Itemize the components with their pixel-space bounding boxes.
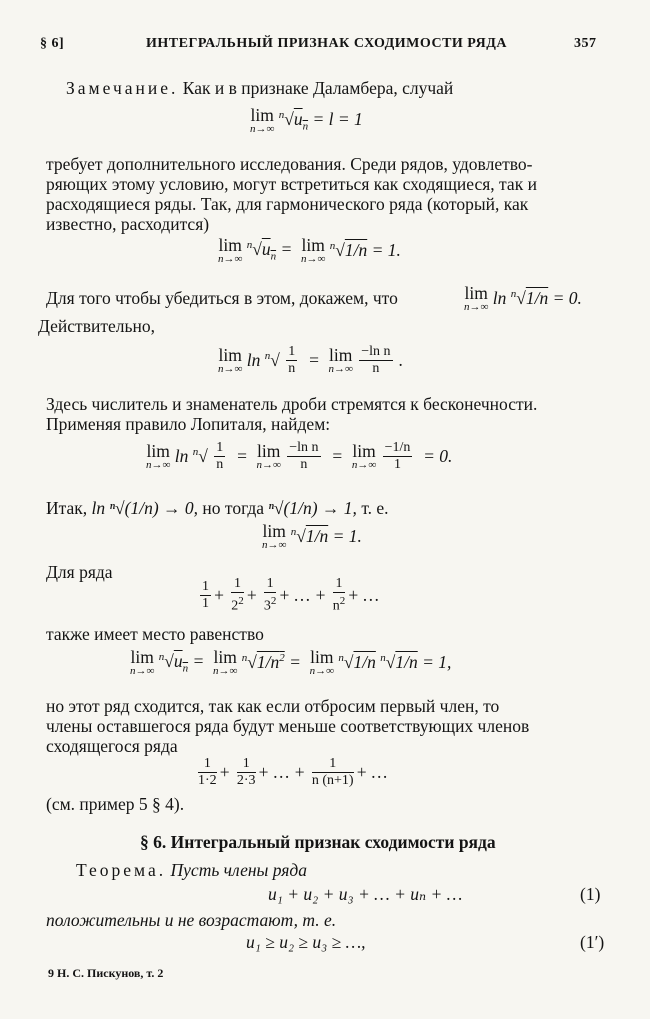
- paragraph-line: Применяя правило Лопиталя, найдем:: [46, 414, 331, 434]
- equation-6: $\frac{1}{1}$ + $\frac{1}{2^2}$ + $\frac{1}{3^2}$ + … + $\frac{1}{n^2}$ + …: [202, 576, 379, 614]
- paragraph-line: требует дополнительного исследования. Среди рядов, удовлетво-: [46, 154, 533, 174]
- remark-label: Замечание.: [66, 78, 179, 98]
- paragraph-line: сходящегося ряда: [46, 736, 178, 756]
- section-ref: § 6]: [40, 36, 65, 51]
- equation-10: u₁ ≥ u₂ ≥ u₃ ≥ …,: [246, 932, 366, 952]
- equation-5: lim n→∞ $^n$√1/n = 1.: [262, 521, 362, 551]
- paragraph-line: расходящиеся ряды. Так, для гармонического ряда (который, как: [46, 194, 529, 214]
- equation-8: $\frac{1}{1\cdot 2}$ + $\frac{1}{2\cdot 3}$ + … + $\frac{1}{n (n+1)}$ + …: [198, 756, 388, 788]
- paragraph-line: Для того чтобы убедиться в этом, докажем, что: [46, 288, 398, 308]
- equation-4: lim n→∞ ln $^n$√ $\frac{1}{n}$ = lim n→∞ $\frac{\text{−ln n}}{n}$ = lim n→∞ $\frac{-1/n}{1}$ = 0.: [146, 440, 453, 472]
- paragraph-line: также имеет место равенство: [46, 624, 264, 644]
- running-header: ИНТЕГРАЛЬНЫЙ ПРИЗНАК СХОДИМОСТИ РЯДА: [146, 36, 507, 51]
- remark-line: [66, 76, 453, 100]
- equation-7: lim n→∞ $^n√u_n$ = lim n→∞ $^n√1/n^2$ = lim n→∞ $^n$√1/n $^n$√1/n = 1,: [130, 647, 452, 677]
- equation-number: (1): [580, 884, 601, 904]
- paragraph-line: (см. пример 5 § 4).: [46, 794, 185, 814]
- theorem-line: Теорема. Пусть члены ряда: [76, 860, 308, 880]
- paragraph-line: ряющих этому условию, могут встретиться как сходящиеся, так и: [46, 174, 537, 194]
- page-number: 357: [574, 36, 597, 51]
- paragraph-line: члены оставшегося ряда будут меньше соответствующих членов: [46, 716, 530, 736]
- equation-3: lim n→∞ ln $^n$√ $\frac{1}{n}$ = lim n→∞ $\frac{\text{−ln n}}{n}$ .: [218, 344, 404, 376]
- remark-text: Как и в признаке Даламбера, случай: [182, 78, 454, 98]
- paragraph-line: Итак, ln ⁿ√(1/n) → 0, но тогда ⁿ√(1/n) → 1, т. е.: [46, 498, 389, 518]
- paragraph-line: Для ряда: [46, 562, 113, 582]
- paragraph-line: но этот ряд сходится, так как если отбросим первый член, то: [46, 696, 500, 716]
- paragraph-line: известно, расходится): [46, 214, 210, 234]
- equation-number: (1′): [580, 932, 605, 952]
- equation-1: lim n→∞ $^n√u_n = l = 1$: [250, 105, 363, 135]
- inline-formula: lim n→∞ ln $^n$√1/n = 0.: [464, 283, 582, 313]
- signature-footer: 9 Н. С. Пискунов, т. 2: [48, 966, 164, 980]
- paragraph-line: Здесь числитель и знаменатель дроби стремятся к бесконечности.: [46, 394, 538, 414]
- paragraph-line: положительны и не возрастают, т. е.: [46, 910, 337, 930]
- equation-9: u₁ + u₂ + u₃ + … + uₙ + …: [268, 884, 463, 904]
- section-title: § 6. Интегральный признак сходимости ряда: [140, 832, 496, 852]
- paragraph-line: Действительно,: [38, 316, 155, 336]
- equation-2: lim n→∞ $^n√u_n$ = lim n→∞ $^n$√1/n = 1.: [218, 235, 401, 265]
